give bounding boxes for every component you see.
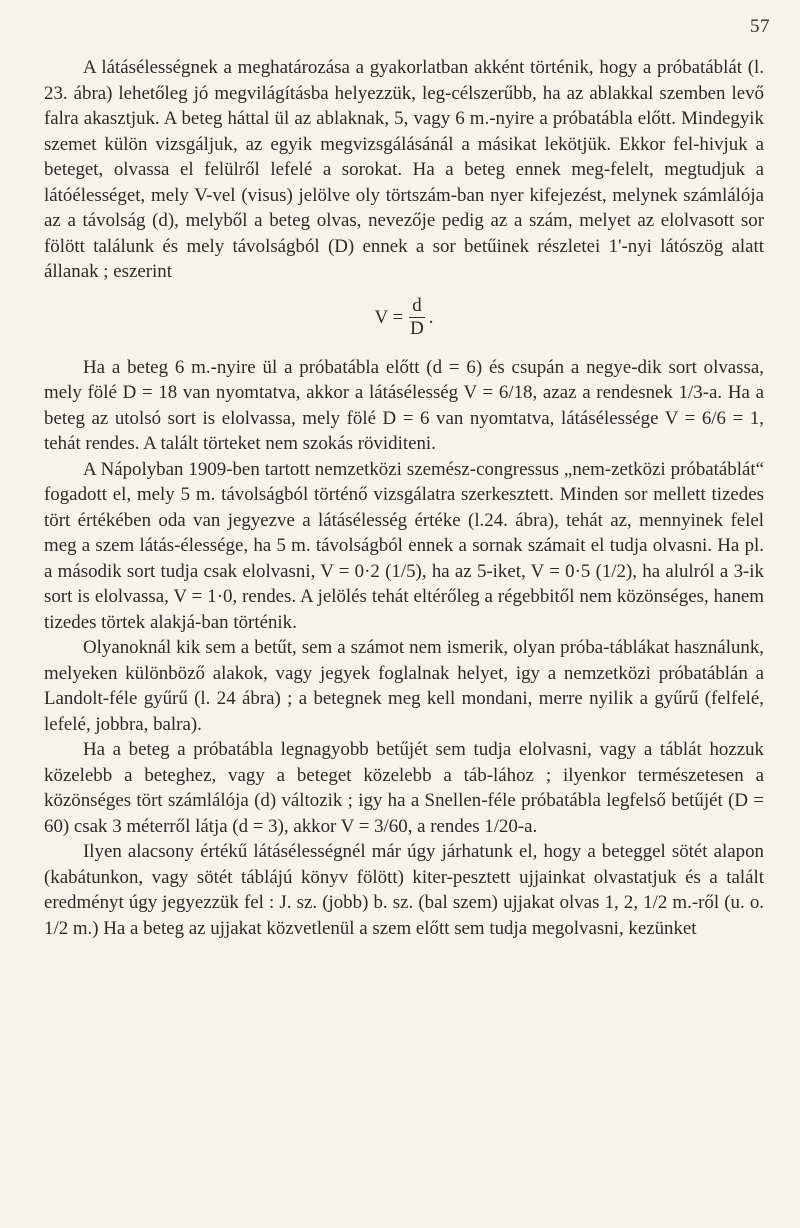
- formula-numerator: d: [409, 295, 424, 318]
- formula-end: .: [428, 306, 434, 328]
- paragraph-4: Olyanoknál kik sem a betűt, sem a számot nem ismerik, olyan próba-táblákat használunk, melyeken különböző alakok, vagy jegyek foglalnak helyet, igy a nemzetközi próbatáblán a Landolt-féle gyűrű (l. 24 ábra) ; a betegnek meg kell mondani, merre nyilik a gyűrű (felfelé, lefelé, jobbra, balra).: [44, 637, 764, 735]
- paragraph-3: A Nápolyban 1909-ben tartott nemzetközi szemész-congressus „nem-zetközi próbatáblát“ fogadott el, mely 5 m. távolságból történő vizsgálatra szerkesztett. Minden sor mellett tizedes tört értékében oda van jegyezve a látásélesség értéke (l.24. ábra), tehát az, mennyinek felel meg a szem látás-élessége, ha 5 m. távolságból ennek a sornak számait el tudja olvasni. Ha pl. a második sort tudja csak elolvasni, V = 0·2 (1/5), ha az 5-iket, V = 0·5 (1/2), ha alulról a 3-ik sort is elolvassa, V = 1·0, rendes. A jelölés tehát eltérőleg a régebbitől nem közönséges, hanem tizedes törtek alakjá-ban történik.: [44, 458, 764, 633]
- formula-lhs: V =: [374, 306, 404, 328]
- paragraph-2: Ha a beteg 6 m.-nyire ül a próbatábla előtt (d = 6) és csupán a negye-dik sort olvassa, mely fölé D = 18 van nyomtatva, akkor a látásélesség V = 6/18, azaz a rendesnek 1/3-a. Ha a beteg az utolsó sort is elolvassa, mely fölé D = 6 van nyomtatva, látásélessége V = 6/6 = 1, tehát rendes. A talált törteket nem szokás röviditeni.: [44, 356, 764, 454]
- paragraph-1: A látásélességnek a meghatározása a gyakorlatban akként történik, hogy a próbatáblát (l. 23. ábra) lehetőleg jó megvilágításba helyezzük, leg-célszerűbb, ha az ablakkal szemben levő falra akasztjuk. A beteg háttal ül az ablaknak, 5, vagy 6 m.-nyire a próbatábla előtt. Mindegyik szemet külön vizsgáljuk, az egyik megvizsgálásánál a másikat lekötjük. Ekkor fel-hivjuk a beteget, olvassa el felülről lefelé a sorokat. Ha a beteg ennek meg-felelt, megtudjuk a látóélességet, mely V-vel (visus) jelölve oly törtszám-ban nyer kifejezést, melynek számlálója az a távolság (d), melyből a beteg olvas, nevezője pedig az a szám, melyet az elolvasott sor fölött találunk és mely távolságból (D) ennek a sor betűinek részletei 1'-nyi látószög alatt állanak ; eszerint: [44, 57, 764, 282]
- visus-formula: [44, 287, 764, 349]
- page-number: 57: [750, 16, 770, 37]
- formula-denominator: D: [410, 318, 424, 339]
- paragraph-5: Ha a beteg a próbatábla legnagyobb betűjét sem tudja elolvasni, vagy a táblát hozzuk közelebb a beteghez, vagy a beteget közelebb a táb-lához ; ilyenkor természetesen a közönséges tört számlálója (d) változik ; igy ha a Snellen-féle próbatábla legfelső betűjét (D = 60) csak 3 méterről látja (d = 3), akkor V = 3/60, a rendes 1/20-a.: [44, 739, 764, 837]
- body-text: [44, 55, 764, 941]
- formula-fraction: [407, 295, 427, 340]
- paragraph-6: Ilyen alacsony értékű látásélességnél már úgy járhatunk el, hogy a beteggel sötét alapon (kabátunkon, vagy sötét táblájú könyv fölött) kiter-pesztett ujjainkat olvastatjuk és a talált eredményt úgy jegyezzük fel : J. sz. (jobb) b. sz. (bal szem) ujjakat olvas 1, 2, 1/2 m.-ről (u. o. 1/2 m.) Ha a beteg az ujjakat közvetlenül a szem előtt sem tudja megolvasni, kezünket: [44, 841, 764, 939]
